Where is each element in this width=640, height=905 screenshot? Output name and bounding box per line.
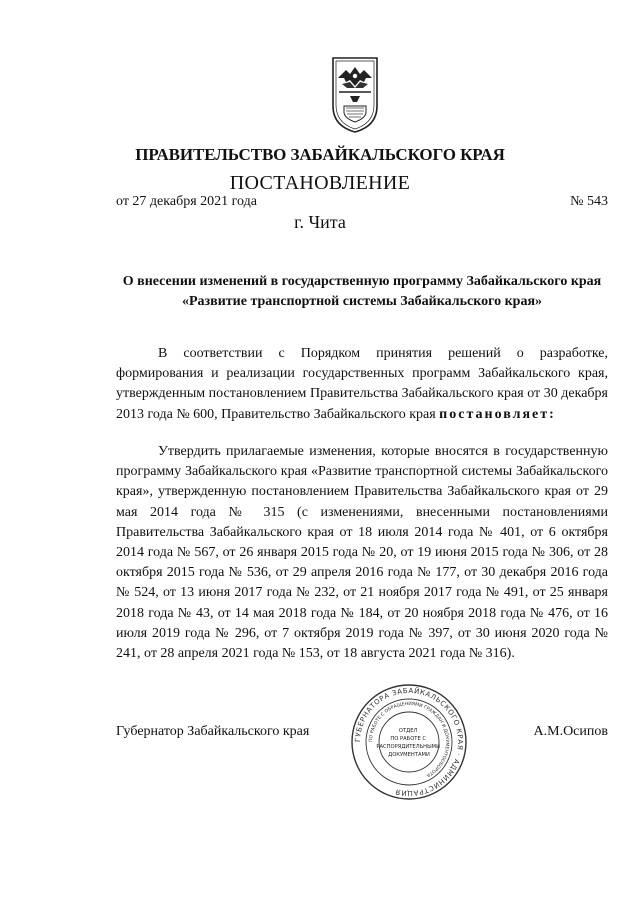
document-date: от 27 декабря 2021 года <box>116 194 257 209</box>
svg-text:ОТДЕЛ ПО РАБОТЕ С <box>376 728 441 758</box>
document-type: ПОСТАНОВЛЕНИЕ <box>229 172 411 194</box>
document-subject: О внесении изменений в государственную программу Забайкальского края «Развитие транспортной системы Забайкальского края» <box>122 274 602 309</box>
preamble-paragraph <box>116 344 608 425</box>
stamp-center-line: ОТДЕЛ <box>398 728 418 734</box>
signatory-name: А.М.Осипов <box>533 724 608 739</box>
official-stamp <box>349 682 469 802</box>
signatory-title: Губернатор Забайкальского края <box>116 724 310 739</box>
coat-of-arms-emblem <box>330 56 380 134</box>
operative-paragraph: Утвердить прилагаемые изменения, которые вносятся в государственную программу Забайкальского края «Развитие транспортной системы Забайкальского края», утвержденную постановлением Правительства Забайкальского края от 29 мая 2014 года № 315 (с изменениями, внесенными постановлениями Правительства Забайкальского края от 18 июля 2014 года № 401, от 6 октября 2014 года № 567, от 26 января 2015 года № 20, от 19 июня 2015 года № 306, от 28 октября 2015 года № 536, от 29 апреля 2016 года № 177, от 30 декабря 2016 года № 524, от 13 июня 2017 года № 232, от 21 ноября 2017 года № 491, от 25 января 2018 года № 43, от 14 мая 2018 года № 184, от 20 ноября 2018 года № 476, от 16 июля 2019 года № 296, от 7 октября 2019 года № 397, от 30 июня 2020 года № 241, от 28 апреля 2021 года № 153, от 18 августа 2021 года № 316). <box>116 444 608 662</box>
stamp-outer-text: ГУБЕРНАТОРА ЗАБАЙКАЛЬСКОГО КРАЯ · АДМИНИСТРАЦИЯ <box>353 686 465 798</box>
organization-title: ПРАВИТЕЛЬСТВО ЗАБАЙКАЛЬСКОГО КРАЯ <box>135 145 505 164</box>
stamp-inner-text: ПО РАБОТЕ С ОБРАЩЕНИЯМИ ГРАЖДАН И ДОКУМЕНТООБОРОТА <box>368 701 450 778</box>
resolution-keyword: постановляет: <box>439 406 556 422</box>
document-city: г. Чита <box>294 212 346 232</box>
preamble-text: В соответствии с Порядком принятия решений о разработке, формирования и реализации государственных программ Забайкальского края, утвержденным постановлением Правительства Забайкальского края от 30 декабря 2013 года № 600, Правительство Забайкальского края <box>116 346 608 422</box>
stamp-center-line: ПО РАБОТЕ С <box>390 736 427 742</box>
stamp-center-line: ДОКУМЕНТАМИ <box>388 752 430 758</box>
document-number: № 543 <box>570 194 608 209</box>
stamp-center-line: РАСПОРЯДИТЕЛЬНЫМИ <box>376 744 441 750</box>
